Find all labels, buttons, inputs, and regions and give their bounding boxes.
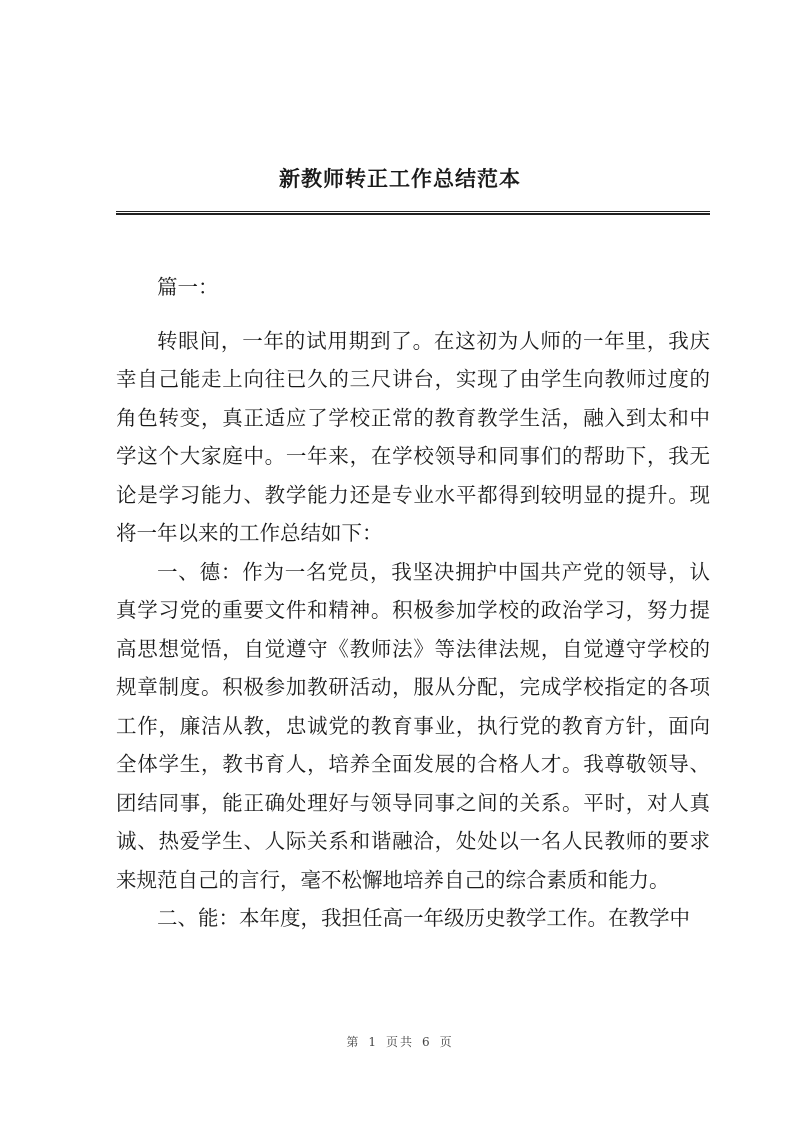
paragraph-ability: 二、能：本年度，我担任高一年级历史教学工作。在教学中 bbox=[157, 906, 690, 930]
footer-middle: 页共 bbox=[385, 1035, 414, 1049]
title-divider bbox=[116, 211, 710, 215]
page-footer bbox=[0, 1033, 800, 1050]
section-label: 篇一： bbox=[157, 275, 219, 299]
paragraph-intro: 转眼间，一年的试用期到了。在这初为人师的一年里，我庆幸自己能走上向往已久的三尺讲台，实现了由学生向教师过度的角色转变，真正适应了学校正常的教育教学生活，融入到太和中学这个大家庭中。一年来，在学校领导和同事们的帮助下，我无论是学习能力、教学能力还是专业水平都得到较明显的提升。现将一年以来的工作总结如下： bbox=[116, 328, 710, 545]
footer-suffix: 页 bbox=[439, 1035, 454, 1049]
footer-total-pages: 6 bbox=[422, 1035, 432, 1049]
footer-prefix: 第 bbox=[346, 1035, 361, 1049]
document-body bbox=[116, 268, 710, 938]
footer-current-page: 1 bbox=[368, 1035, 378, 1049]
paragraph-morality: 一、德：作为一名党员，我坚决拥护中国共产党的领导，认真学习党的重要文件和精神。积极参加学校的政治学习，努力提高思想觉悟，自觉遵守《教师法》等法律法规，自觉遵守学校的规章制度。积极参加教研活动，服从分配，完成学校指定的各项工作，廉洁从教，忠诚党的教育事业，执行党的教育方针，面向全体学生，教书育人，培养全面发展的合格人才。我尊敬领导、团结同事，能正确处理好与领导同事之间的关系。平时，对人真诚、热爱学生、人际关系和谐融洽，处处以一名人民教师的要求来规范自己的言行，毫不松懈地培养自己的综合素质和能力。 bbox=[116, 559, 710, 892]
document-title: 新教师转正工作总结范本 bbox=[279, 166, 521, 191]
